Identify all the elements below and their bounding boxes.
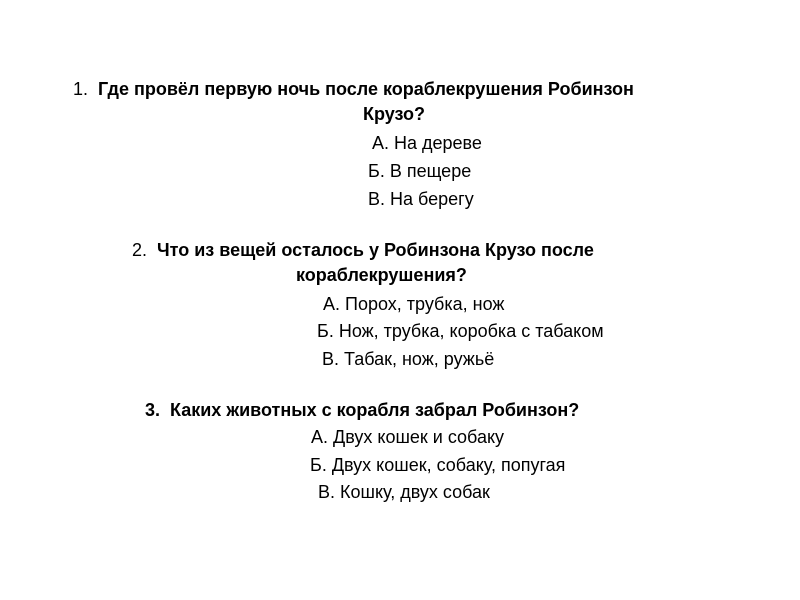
question-1-option-b: Б. В пещере (368, 161, 472, 181)
question-3-text: Каких животных с корабля забрал Робинзон? (170, 400, 580, 420)
question-3-option-a: А. Двух кошек и собаку (311, 427, 505, 447)
question-2-line-2: кораблекрушения? (296, 265, 467, 285)
question-2-option-a: А. Порох, трубка, нож (323, 294, 505, 314)
question-1-option-c: В. На берегу (368, 189, 474, 209)
question-1-line-1 (73, 78, 634, 100)
question-3-option-b: Б. Двух кошек, собаку, попугая (310, 455, 566, 475)
question-2-line-1 (132, 239, 594, 261)
question-2-number: 2. (132, 240, 148, 260)
question-3-line-1 (145, 399, 579, 421)
question-1-text: Где провёл первую ночь после кораблекрушения Робинзон (98, 79, 634, 99)
question-1-line-2: Крузо? (363, 104, 426, 124)
question-2-text: Что из вещей осталось у Робинзона Крузо после (157, 240, 594, 260)
question-2-option-b: Б. Нож, трубка, коробка с табаком (317, 321, 604, 341)
question-1-number: 1. (73, 79, 89, 99)
question-3-option-c: В. Кошку, двух собак (318, 482, 490, 502)
question-2-option-c: В. Табак, нож, ружьё (322, 349, 495, 369)
question-3-number: 3. (145, 400, 161, 420)
question-1-option-a: А. На дереве (372, 133, 482, 153)
